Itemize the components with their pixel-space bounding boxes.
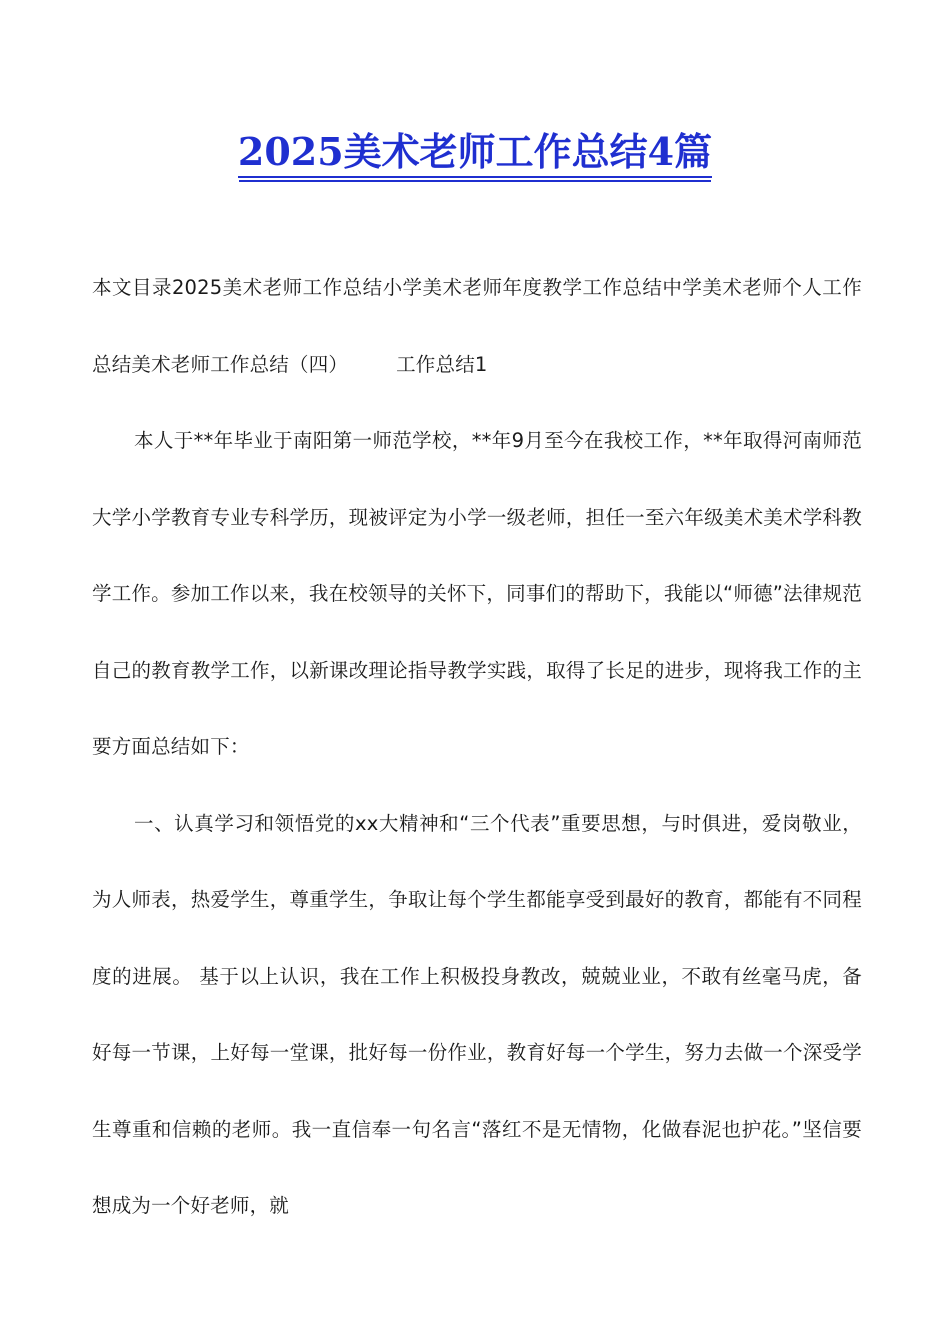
paragraph-intro: 本人于**年毕业于南阳第一师范学校，**年9月至今在我校工作，**年取得河南师范大学小学教育专业专科学历，现被评定为小学一级老师，担任一至六年级美术美术学科教学工作。参加工作以来，我在校领导的关怀下，同事们的帮助下，我能以“师德”法律规范自己的教育教学工作，以新课改理论指导教学实践，取得了长足的进步，现将我工作的主要方面总结如下： [92,429,862,758]
table-of-contents [92,250,862,403]
paragraph-section-one: 一、认真学习和领悟党的xx大精神和“三个代表”重要思想，与时俱进，爱岗敬业，为人师表，热爱学生，尊重学生，争取让每个学生都能享受到最好的教育，都能有不同程度的进展。 基于以上认识，我在工作上积极投身教改，兢兢业业，不敢有丝毫马虎，备好每一节课，上好每一堂课，批好每一份作业，教育好每一个学生，努力去做一个深受学生尊重和信赖的老师。我一直信奉一句名言“落红不是无情物，化做春泥也护花。”坚信要想成为一个好老师，就 [92,811,862,1217]
document-body [92,250,862,1245]
document-title-link[interactable]: 2025美术老师工作总结4篇 [238,129,712,178]
toc-tail: 工作总结1 [396,352,488,376]
toc-text: 本文目录2025美术老师工作总结小学美术老师年度教学工作总结中学美术老师个人工作总结美术老师工作总结（四） [92,276,862,376]
document-title [0,122,950,182]
